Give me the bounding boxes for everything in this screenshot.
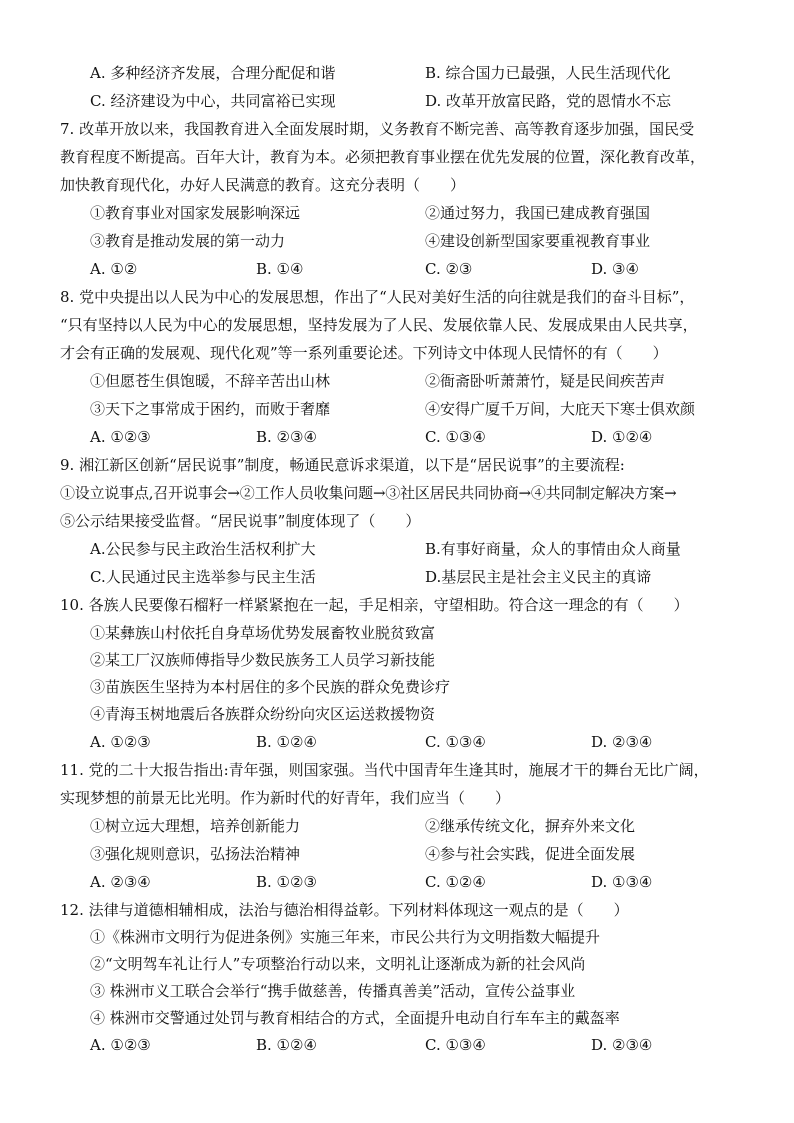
q9-stem-line3: ⑤公示结果接受监督。“居民说事”制度体现了（ ）	[60, 512, 421, 530]
q8-option-a: A. ①②③	[90, 428, 151, 446]
q12-statement-1: ①《株洲市文明行为促进条例》实施三年来，市民公共行为文明指数大幅提升	[90, 928, 601, 946]
q11-stem-line1: 11. 党的二十大报告指出:青年强，则国家强。当代中国青年生逢其时，施展才干的舞台无比广阔，	[60, 761, 709, 779]
q9-option-b: B.有事好商量，众人的事情由众人商量	[425, 540, 681, 558]
q11-option-d: D. ①③④	[591, 873, 653, 891]
q12-statement-2: ②“文明驾车礼让行人”专项整治行动以来，文明礼让逐渐成为新的社会风尚	[90, 955, 586, 973]
q12-statement-3: ③ 株洲市义工联合会举行“携手做慈善，传播真善美”活动，宣传公益事业	[90, 982, 576, 1000]
q10-statement-2: ②某工厂汉族师傅指导少数民族务工人员学习新技能	[90, 651, 436, 669]
q6-option-c: C. 经济建设为中心，共同富裕已实现	[90, 92, 336, 110]
q10-option-a: A. ①②③	[90, 733, 151, 751]
q8-statement-1: ①但愿苍生俱饱暖，不辞辛苦出山林	[90, 372, 331, 390]
q8-statement-4: ④安得广厦千万间，大庇天下寒士俱欢颜	[425, 400, 696, 418]
q9-option-a: A.公民参与民主政治生活权利扩大	[90, 540, 316, 558]
q8-option-b: B. ②③④	[256, 428, 317, 446]
q12-option-d: D. ②③④	[591, 1036, 653, 1054]
q6-option-a: A. 多种经济齐发展，合理分配促和谐	[90, 64, 336, 82]
q11-statement-3: ③强化规则意识，弘扬法治精神	[90, 845, 301, 863]
q12-stem-line1: 12. 法律与道德相辅相成，法治与德治相得益彰。下列材料体现这一观点的是（ ）	[60, 901, 629, 919]
q9-stem-line1: 9. 湘江新区创新“居民说事”制度，畅通民意诉求渠道，以下是“居民说事”的主要流程:	[60, 456, 625, 474]
q7-option-a: A. ①②	[90, 260, 138, 278]
q10-stem-line1: 10. 各族人民要像石榴籽一样紧紧抱在一起，手足相亲，守望相助。符合这一理念的有（ ）	[60, 596, 689, 614]
q9-stem-line2: ①设立说事点,召开说事会→②工作人员收集问题→③社区居民共同协商→④共同制定解决方案→	[60, 484, 677, 502]
q8-stem-line1: 8. 党中央提出以人民为中心的发展思想，作出了“人民对美好生活的向往就是我们的奋斗目标”，	[60, 288, 695, 306]
q6-option-d: D. 改革开放富民路，党的恩情水不忘	[425, 92, 672, 110]
q10-option-c: C. ①③④	[425, 733, 486, 751]
q7-stem-line2: 教育程度不断提高。百年大计，教育为本。必须把教育事业摆在优先发展的位置，深化教育改革，	[60, 148, 706, 166]
q9-option-d: D.基层民主是社会主义民主的真谛	[425, 568, 652, 586]
q8-statement-3: ③天下之事常成于困约，而败于奢靡	[90, 400, 331, 418]
q8-stem-line2: “只有坚持以人民为中心的发展思想，坚持发展为了人民、发展依靠人民、发展成果由人民共享，	[60, 316, 698, 334]
q8-option-c: C. ①③④	[425, 428, 486, 446]
q9-option-c: C.人民通过民主选举参与民主生活	[90, 568, 316, 586]
q11-stem-line2: 实现梦想的前景无比光明。作为新时代的好青年，我们应当（ ）	[60, 789, 511, 807]
q11-option-b: B. ①②③	[256, 873, 317, 891]
q7-option-b: B. ①④	[256, 260, 304, 278]
q10-statement-3: ③苗族医生坚持为本村居住的多个民族的群众免费诊疗	[90, 678, 451, 696]
q11-option-c: C. ①②④	[425, 873, 486, 891]
q7-option-d: D. ③④	[591, 260, 639, 278]
q7-statement-1: ①教育事业对国家发展影响深远	[90, 204, 301, 222]
q7-stem-line3: 加快教育现代化，办好人民满意的教育。这充分表明（ ）	[60, 176, 466, 194]
q7-option-c: C. ②③	[425, 260, 473, 278]
q10-option-b: B. ①②④	[256, 733, 317, 751]
q10-option-d: D. ②③④	[591, 733, 653, 751]
q12-option-c: C. ①③④	[425, 1036, 486, 1054]
q11-statement-4: ④参与社会实践，促进全面发展	[425, 845, 636, 863]
q11-option-a: A. ②③④	[90, 873, 151, 891]
q8-stem-line3: 才会有正确的发展观、现代化观”等一系列重要论述。下列诗文中体现人民情怀的有（ ）	[60, 344, 668, 362]
q7-statement-3: ③教育是推动发展的第一动力	[90, 232, 286, 250]
q10-statement-1: ①某彝族山村依托自身草场优势发展畜牧业脱贫致富	[90, 624, 436, 642]
q12-option-b: B. ①②④	[256, 1036, 317, 1054]
q12-option-a: A. ①②③	[90, 1036, 151, 1054]
q8-statement-2: ②衙斋卧听萧萧竹，疑是民间疾苦声	[425, 372, 666, 390]
q6-option-b: B. 综合国力已最强，人民生活现代化	[425, 64, 671, 82]
q11-statement-1: ①树立远大理想，培养创新能力	[90, 817, 301, 835]
q7-stem-line1: 7. 改革开放以来，我国教育进入全面发展时期，义务教育不断完善、高等教育逐步加强，国民受	[60, 120, 695, 138]
q7-statement-4: ④建设创新型国家要重视教育事业	[425, 232, 651, 250]
q8-option-d: D. ①②④	[591, 428, 653, 446]
q10-statement-4: ④青海玉树地震后各族群众纷纷向灾区运送救援物资	[90, 705, 436, 723]
q11-statement-2: ②继承传统文化，摒弃外来文化	[425, 817, 636, 835]
q7-statement-2: ②通过努力，我国已建成教育强国	[425, 204, 651, 222]
q12-statement-4: ④ 株洲市交警通过处罚与教育相结合的方式，全面提升电动自行车车主的戴盔率	[90, 1009, 620, 1027]
